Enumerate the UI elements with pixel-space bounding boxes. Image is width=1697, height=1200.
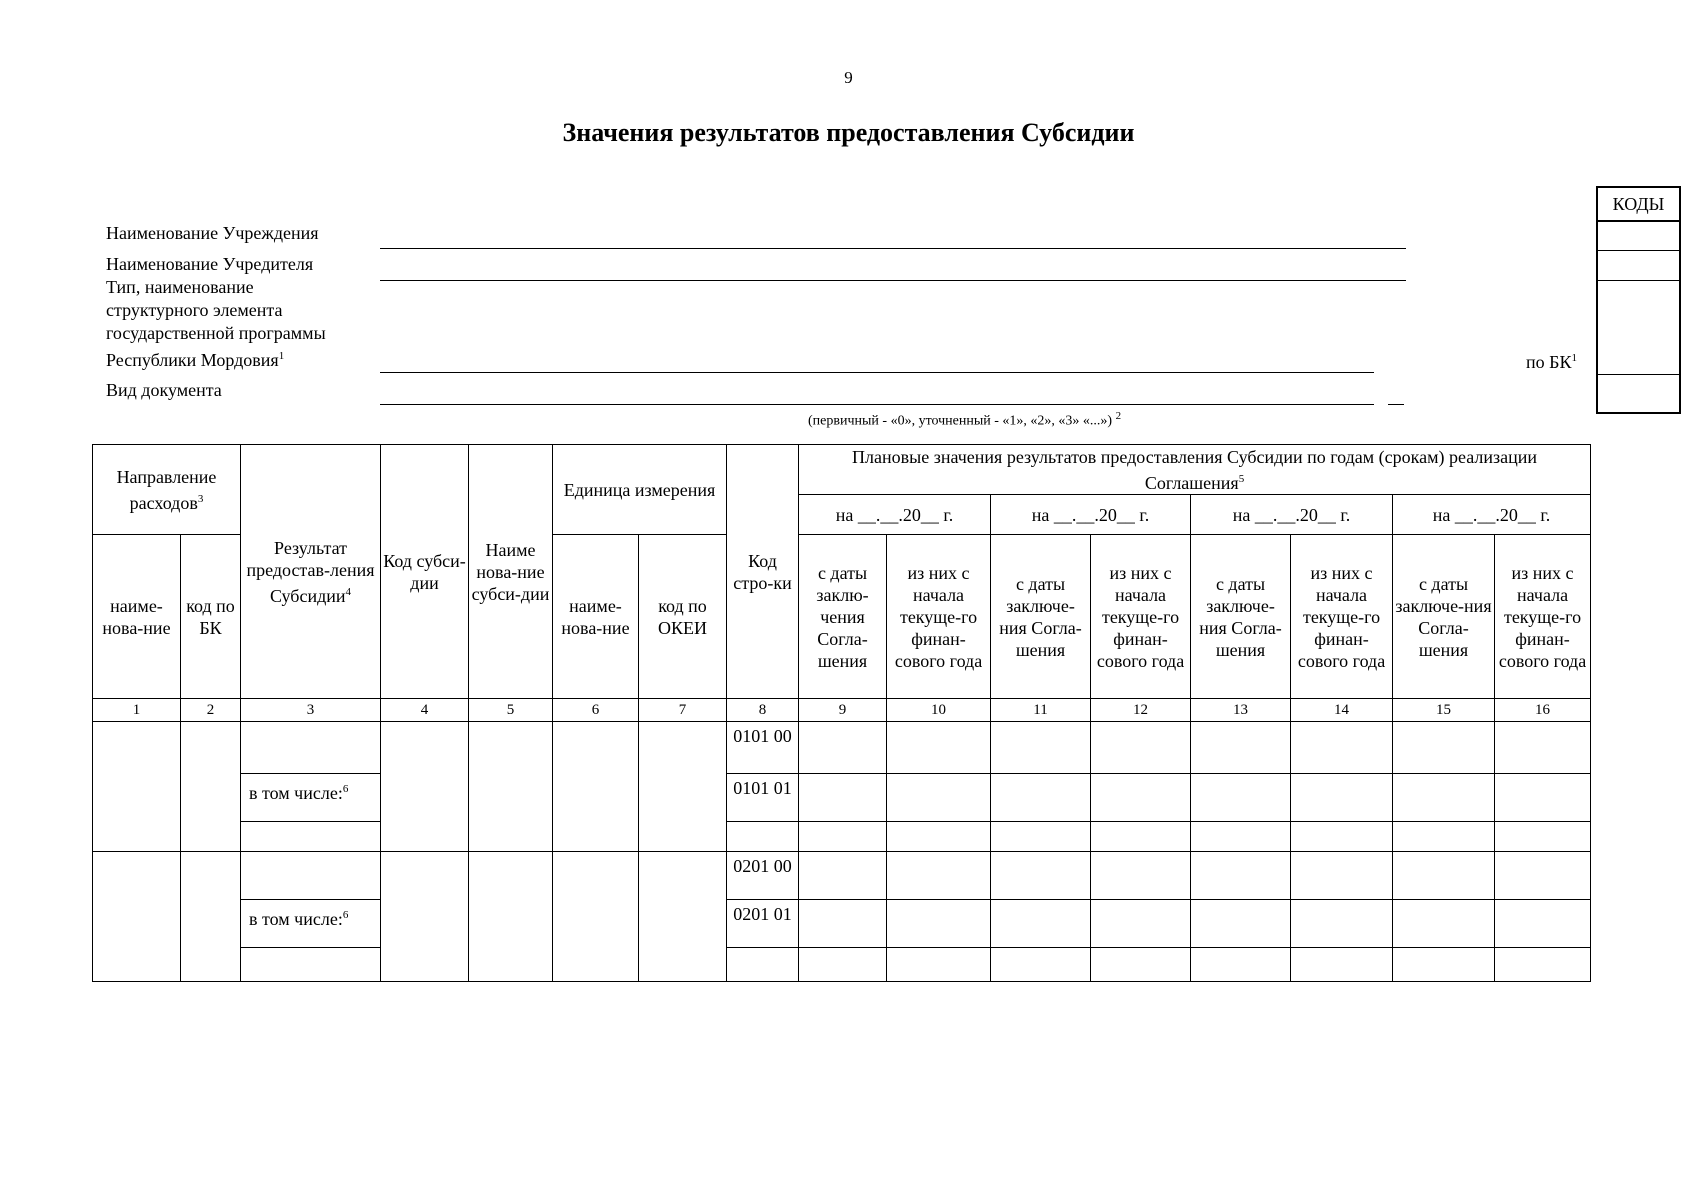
value-cell[interactable] (1291, 948, 1393, 982)
value-cell[interactable] (887, 900, 991, 948)
codes-box (1596, 186, 1681, 414)
header-direction: Направление расходов$^3$ (93, 445, 241, 535)
value-cell[interactable] (1191, 774, 1291, 822)
column-number: 2 (181, 699, 241, 722)
document-type-note: (первичный - «0», уточненный - «1», «2», «3» «...») $^2$ (808, 410, 1122, 429)
program-element-line: Тип, наименование (106, 277, 254, 297)
including-label: в том числе:$^6$ (241, 774, 381, 822)
value-cell[interactable] (991, 774, 1091, 822)
value-cell[interactable] (799, 948, 887, 982)
document-type-field-tail (1388, 404, 1404, 405)
document-type-label: Вид документа (106, 380, 222, 400)
table-row (93, 722, 1591, 774)
subsidy-code-cell[interactable] (381, 852, 469, 982)
page-number: 9 (844, 68, 853, 87)
value-cell[interactable] (1191, 852, 1291, 900)
code-cell-document-type[interactable] (1598, 376, 1679, 410)
value-cell[interactable] (1191, 822, 1291, 852)
value-cell[interactable] (1091, 900, 1191, 948)
header-from-year-start: из них с начала текуще-го финан-сового года (887, 535, 991, 699)
header-planned-values: Плановые значения результатов предоставления Субсидии по годам (срокам) реализации Соглашения$^5$ (799, 445, 1591, 495)
value-cell[interactable] (991, 822, 1091, 852)
value-cell[interactable] (991, 948, 1091, 982)
row-code-cell[interactable] (727, 822, 799, 852)
header-from-year-start: из них с начала текуще-го финан-сового года (1091, 535, 1191, 699)
value-cell[interactable] (1091, 822, 1191, 852)
header-year-2: на __.__.20__ г. (991, 495, 1191, 535)
header-unit-code: код по ОКЕИ (639, 535, 727, 699)
value-cell[interactable] (1191, 900, 1291, 948)
institution-name-field[interactable] (380, 248, 1406, 249)
direction-name-cell[interactable] (93, 852, 181, 982)
result-cell[interactable] (241, 852, 381, 900)
value-cell[interactable] (1291, 900, 1393, 948)
value-cell[interactable] (1495, 774, 1591, 822)
value-cell[interactable] (991, 722, 1091, 774)
header-from-year-start: из них с начала текуще-го финан-сового года (1291, 535, 1393, 699)
header-from-signing: с даты заключе-ния Согла-шения (1393, 535, 1495, 699)
value-cell[interactable] (1291, 852, 1393, 900)
result-cell[interactable] (241, 948, 381, 982)
table-row (93, 852, 1591, 900)
header-year-3: на __.__.20__ г. (1191, 495, 1393, 535)
subsidy-name-cell[interactable] (469, 852, 553, 982)
direction-code-cell[interactable] (181, 852, 241, 982)
codes-header: КОДЫ (1598, 188, 1679, 222)
direction-name-cell[interactable] (93, 722, 181, 852)
code-cell-program[interactable] (1598, 282, 1679, 375)
value-cell[interactable] (991, 852, 1091, 900)
header-subsidy-name: Наиме нова-ние субси-дии (469, 445, 553, 699)
program-element-line: структурного элемента (106, 300, 283, 320)
header-year-1: на __.__.20__ г. (799, 495, 991, 535)
footnote-ref: 6 (342, 783, 349, 795)
result-cell[interactable] (241, 722, 381, 774)
founder-name-label: Наименование Учредителя (106, 254, 314, 274)
value-cell[interactable] (1291, 774, 1393, 822)
value-cell[interactable] (887, 948, 991, 982)
header-subsidy-code: Код субси-дии (381, 445, 469, 699)
value-cell[interactable] (799, 774, 887, 822)
value-cell[interactable] (1495, 948, 1591, 982)
program-element-field[interactable] (380, 372, 1374, 373)
including-label: в том числе:$^6$ (241, 900, 381, 948)
header-direction-code: код по БК (181, 535, 241, 699)
column-number: 14 (1291, 699, 1393, 722)
row-code-cell: 0201 01 (727, 900, 799, 948)
column-number: 6 (553, 699, 639, 722)
header-from-signing: с даты заключе-ния Согла-шения (1191, 535, 1291, 699)
direction-code-cell[interactable] (181, 722, 241, 852)
column-number: 12 (1091, 699, 1191, 722)
value-cell[interactable] (1495, 722, 1591, 774)
code-cell-institution[interactable] (1598, 222, 1679, 251)
header-from-year-start: из них с начала текуще-го финан-сового года (1495, 535, 1591, 699)
footnote-ref: 6 (342, 909, 349, 921)
value-cell[interactable] (1393, 822, 1495, 852)
result-cell[interactable] (241, 822, 381, 852)
footnote-ref: 5 (1238, 472, 1245, 485)
page-title: Значения результатов предоставления Субсидии (562, 118, 1135, 147)
program-element-line: Республики Мордовия$^1$ (106, 350, 285, 370)
program-element-label (106, 276, 326, 372)
footnote-ref: 2 (1115, 410, 1122, 422)
footnote-ref: 1 (278, 350, 285, 362)
header-year-4: на __.__.20__ г. (1393, 495, 1591, 535)
column-number: 9 (799, 699, 887, 722)
unit-code-cell[interactable] (639, 722, 727, 852)
header-row-code: Код стро-ки (727, 445, 799, 699)
value-cell[interactable] (1393, 900, 1495, 948)
column-number: 4 (381, 699, 469, 722)
value-cell[interactable] (887, 774, 991, 822)
value-cell[interactable] (799, 852, 887, 900)
header-result: Результат предостав-ления Субсидии$^4$ (241, 445, 381, 699)
value-cell[interactable] (887, 852, 991, 900)
row-code-cell: 0101 01 (727, 774, 799, 822)
value-cell[interactable] (1091, 948, 1191, 982)
table-row (93, 774, 1591, 822)
value-cell[interactable] (1191, 722, 1291, 774)
column-number: 16 (1495, 699, 1591, 722)
institution-name-label: Наименование Учреждения (106, 223, 319, 243)
value-cell[interactable] (1291, 722, 1393, 774)
column-number: 15 (1393, 699, 1495, 722)
header-from-signing: с даты заключе-ния Согла-шения (991, 535, 1091, 699)
column-number: 13 (1191, 699, 1291, 722)
document-type-field[interactable] (380, 404, 1374, 405)
unit-name-cell[interactable] (553, 852, 639, 982)
value-cell[interactable] (1393, 948, 1495, 982)
value-cell[interactable] (1495, 852, 1591, 900)
header-unit-name: наиме-нова-ние (553, 535, 639, 699)
value-cell[interactable] (1091, 722, 1191, 774)
column-number: 8 (727, 699, 799, 722)
value-cell[interactable] (1091, 774, 1191, 822)
footnote-ref: 3 (197, 492, 204, 505)
value-cell[interactable] (799, 722, 887, 774)
program-element-line: государственной программы (106, 323, 326, 343)
column-number: 11 (991, 699, 1091, 722)
value-cell[interactable] (799, 900, 887, 948)
results-table (92, 444, 1591, 982)
header-unit: Единица измерения (553, 445, 727, 535)
table-row (93, 900, 1591, 948)
header-from-signing: с даты заклю-чения Согла-шения (799, 535, 887, 699)
value-cell[interactable] (799, 822, 887, 852)
column-number: 5 (469, 699, 553, 722)
value-cell[interactable] (887, 822, 991, 852)
value-cell[interactable] (1393, 852, 1495, 900)
row-code-cell[interactable] (727, 948, 799, 982)
value-cell[interactable] (1191, 948, 1291, 982)
value-cell[interactable] (1495, 822, 1591, 852)
row-code-cell: 0101 00 (727, 722, 799, 774)
value-cell[interactable] (1495, 900, 1591, 948)
value-cell[interactable] (1291, 822, 1393, 852)
value-cell[interactable] (991, 900, 1091, 948)
column-number: 7 (639, 699, 727, 722)
column-number: 10 (887, 699, 991, 722)
value-cell[interactable] (1091, 852, 1191, 900)
subsidy-name-cell[interactable] (469, 722, 553, 852)
column-number: 3 (241, 699, 381, 722)
footnote-ref: 1 (1571, 352, 1577, 364)
unit-code-cell[interactable] (639, 852, 727, 982)
code-cell-founder[interactable] (1598, 252, 1679, 281)
value-cell[interactable] (1393, 722, 1495, 774)
header-direction-name: наиме-нова-ние (93, 535, 181, 699)
column-number: 1 (93, 699, 181, 722)
po-bk-label: по $БК^1$ (1526, 352, 1577, 372)
row-code-cell: 0201 00 (727, 852, 799, 900)
subsidy-code-cell[interactable] (381, 722, 469, 852)
unit-name-cell[interactable] (553, 722, 639, 852)
value-cell[interactable] (887, 722, 991, 774)
table-row (93, 822, 1591, 852)
table-row (93, 948, 1591, 982)
footnote-ref: 4 (345, 585, 352, 598)
value-cell[interactable] (1393, 774, 1495, 822)
founder-name-field[interactable] (380, 280, 1406, 281)
